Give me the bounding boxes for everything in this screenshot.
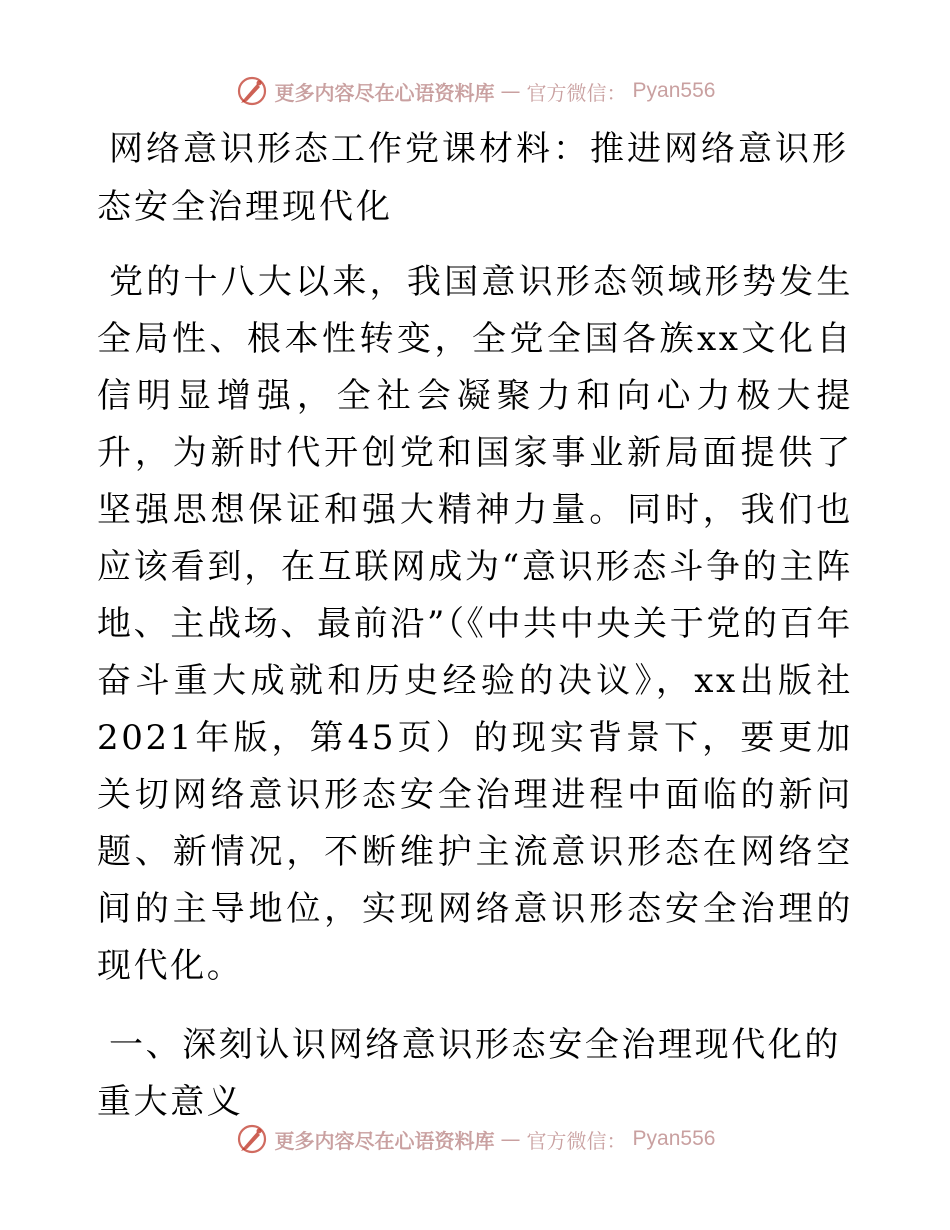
footer-contact-id: Pyan556 <box>632 1127 716 1150</box>
header-watermark <box>235 74 716 108</box>
document-title: 网络意识形态工作党课材料：推进网络意识形态安全治理现代化 <box>97 129 849 227</box>
footer-contact-label: 官方微信： <box>526 1128 627 1153</box>
page-header <box>0 70 950 112</box>
footer-separator: — <box>500 1127 521 1151</box>
footer-watermark <box>235 1122 716 1156</box>
header-watermark-text: 更多内容尽在心语资料库 <box>274 80 495 105</box>
pen-logo-icon <box>235 74 269 108</box>
header-contact-id: Pyan556 <box>632 79 716 102</box>
document-body <box>97 120 853 1131</box>
header-contact-label: 官方微信： <box>526 80 627 105</box>
section-heading-1: 一、深刻认识网络意识形态安全治理现代化的重大意义 <box>97 1025 841 1122</box>
page-footer <box>0 1118 950 1160</box>
paragraph-intro: 党的十八大以来，我国意识形态领域形势发生全局性、根本性转变，全党全国各族xx文化自信明显增强，全社会凝聚力和向心力极大提升，为新时代开创党和国家事业新局面提供了坚强思想保证和强大精神力量。同时，我们也应该看到，在互联网成为“意识形态斗争的主阵地、主战场、最前沿”（《中共中央关于党的百年奋斗重大成就和历史经验的决议》，xx出版社2021年版，第45页）的现实背景下，要更加关切网络意识形态安全治理进程中面临的新问题、新情况，不断维护主流意识形态在网络空间的主导地位，实现网络意识形态安全治理的现代化。 <box>97 262 853 986</box>
header-separator: — <box>500 79 521 103</box>
footer-watermark-text: 更多内容尽在心语资料库 <box>274 1128 495 1153</box>
pen-logo-icon <box>235 1122 269 1156</box>
